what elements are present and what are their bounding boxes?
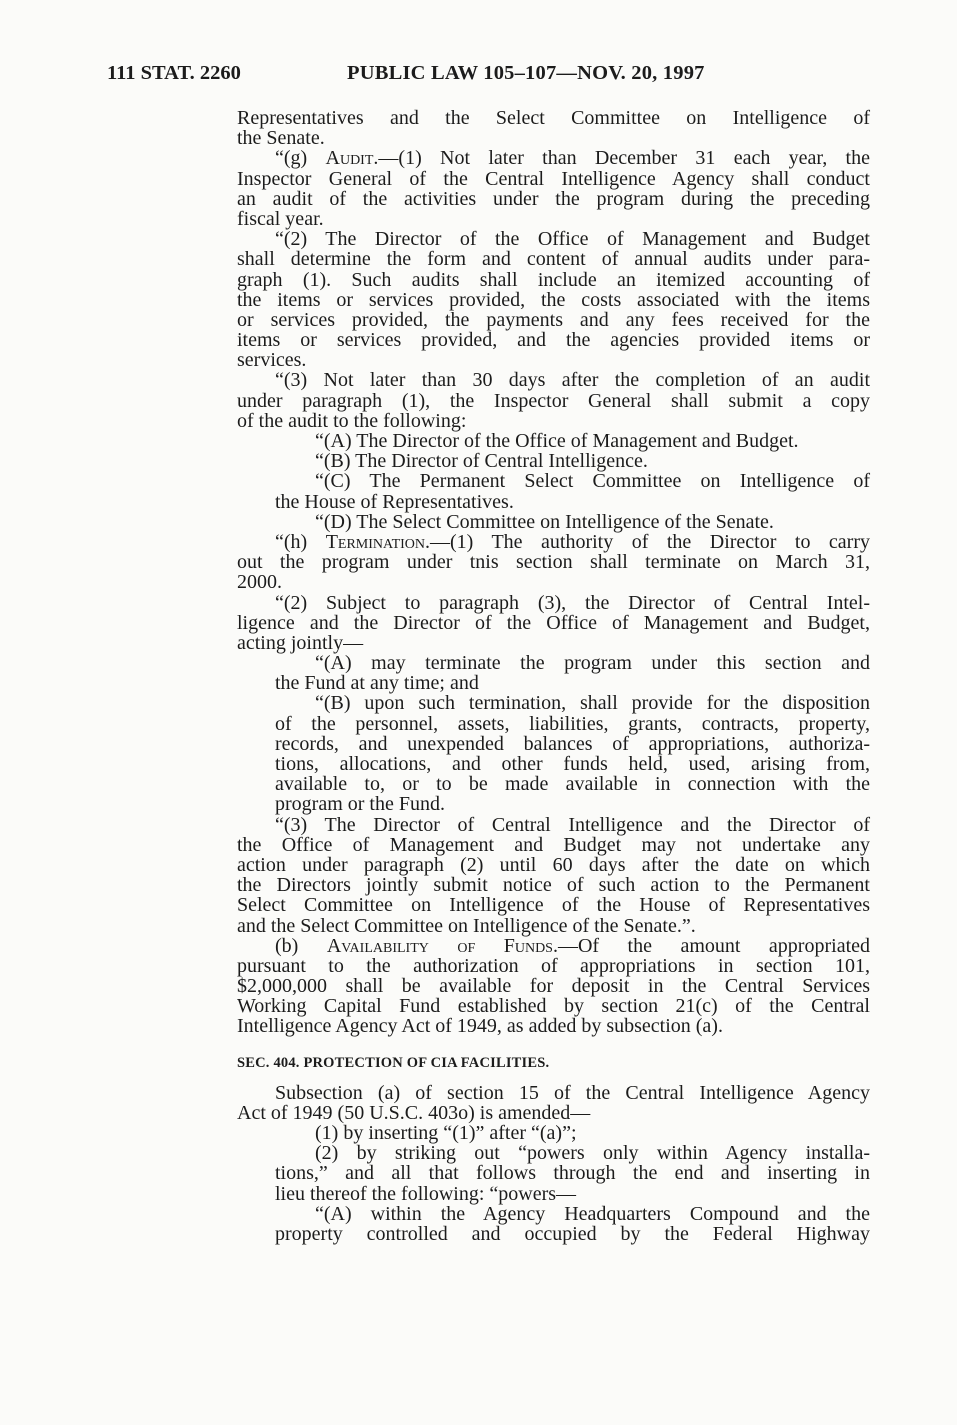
text-line: fiscal year. [237, 207, 324, 230]
text-line: the Directors jointly submit notice of such action to the Permanent [237, 874, 870, 897]
section-text-block [237, 1083, 870, 1245]
text-line: “(g) Audit.—(1) Not later than December 31 each year, the [275, 147, 870, 170]
text-line: shall determine the form and content of annual audits under para- [237, 248, 870, 271]
text-line: property controlled and occupied by the Federal Highway [275, 1222, 870, 1245]
text-line: program or the Fund. [275, 793, 445, 816]
page-body [237, 108, 870, 1244]
text-line: and the Select Committee on Intelligence of the Senate.”. [237, 914, 696, 937]
text-line: records, and unexpended balances of appropriations, authoriza- [275, 732, 870, 755]
text-line: “(h) Termination.—(1) The authority of the Director to carry [275, 530, 870, 553]
text-line: pursuant to the authorization of appropriations in section 101, [237, 954, 870, 977]
text-line: available to, or to be made available in connection with the [275, 773, 870, 796]
public-law-title: PUBLIC LAW 105–107—NOV. 20, 1997 [347, 62, 705, 84]
text-line: the Fund at any time; and [275, 672, 479, 695]
text-line: $2,000,000 shall be available for deposit in the Central Services [237, 975, 870, 998]
text-line: “(B) upon such termination, shall provide for the disposition [315, 692, 870, 715]
text-line: (2) by striking out “powers only within Agency installa- [315, 1142, 870, 1165]
text-line: services. [237, 349, 307, 372]
section-heading: SEC. 404. PROTECTION OF CIA FACILITIES. [237, 1054, 550, 1071]
text-line: (b) Availability of Funds.—Of the amount appropriated [275, 934, 870, 957]
statute-citation: 111 STAT. 2260 [107, 62, 241, 84]
text-line: 2000. [237, 571, 282, 594]
text-line: “(3) The Director of Central Intelligence and the Director of [275, 813, 870, 836]
text-line: “(3) Not later than 30 days after the completion of an audit [275, 369, 870, 392]
text-line: Act of 1949 (50 U.S.C. 403o) is amended— [237, 1101, 591, 1124]
text-line: the House of Representatives. [275, 490, 514, 513]
page-header [107, 62, 867, 92]
text-line: Subsection (a) of section 15 of the Central Intelligence Agency [275, 1081, 870, 1104]
text-line: an audit of the activities under the program during the preceding [237, 187, 870, 210]
text-line: of the personnel, assets, liabilities, grants, contracts, property, [275, 712, 870, 735]
text-line: the Senate. [237, 127, 325, 150]
text-line: the Office of Management and Budget may not undertake any [237, 833, 870, 856]
text-line: “(A) may terminate the program under this section and [315, 652, 870, 675]
text-line: tions,” and all that follows through the end and inserting in [275, 1162, 870, 1185]
statute-text-block [237, 108, 870, 1037]
text-line: “(2) The Director of the Office of Management and Budget [275, 228, 870, 251]
text-line: “(D) The Select Committee on Intelligence of the Senate. [315, 510, 774, 533]
text-line: Select Committee on Intelligence of the House of Representatives [237, 894, 870, 917]
text-line: Intelligence Agency Act of 1949, as added by subsection (a). [237, 1015, 723, 1038]
text-line: under paragraph (1), the Inspector General shall submit a copy [237, 389, 870, 412]
text-line: “(2) Subject to paragraph (3), the Director of Central Intel- [275, 591, 870, 614]
text-line: “(A) The Director of the Office of Management and Budget. [315, 430, 799, 452]
text-line: Working Capital Fund established by section 21(c) of the Central [237, 995, 870, 1018]
text-line: “(A) within the Agency Headquarters Compound and the [315, 1202, 870, 1225]
text-line: Inspector General of the Central Intelligence Agency shall conduct [237, 167, 870, 190]
text-line: “(B) The Director of Central Intelligence. [315, 450, 648, 473]
text-line: the items or services provided, the costs associated with the items [237, 288, 870, 311]
text-line: action under paragraph (2) until 60 days after the date on which [237, 853, 870, 876]
text-line: acting jointly— [237, 631, 364, 654]
text-line: graph (1). Such audits shall include an itemized accounting of [237, 268, 870, 291]
subsection-heading: Termination [325, 530, 426, 553]
subsection-heading: Availability of Funds [326, 934, 553, 957]
text-line: out the program under tnis section shall terminate on March 31, [237, 551, 870, 574]
text-line: ligence and the Director of the Office of Management and Budget, [237, 611, 870, 634]
text-line: items or services provided, and the agencies provided items or [237, 329, 870, 352]
text-line: of the audit to the following: [237, 409, 467, 432]
text-line: “(C) The Permanent Select Committee on Intelligence of [315, 470, 870, 493]
text-line: or services provided, the payments and any fees received for the [237, 308, 870, 331]
subsection-heading: Audit [325, 147, 374, 170]
text-line: tions, allocations, and other funds held, used, arising from, [275, 753, 870, 775]
text-line: lieu thereof the following: “powers— [275, 1182, 577, 1205]
text-line: Representatives and the Select Committee on Intelligence of [237, 107, 870, 129]
text-line: (1) by inserting “(1)” after “(a)”; [315, 1122, 577, 1144]
